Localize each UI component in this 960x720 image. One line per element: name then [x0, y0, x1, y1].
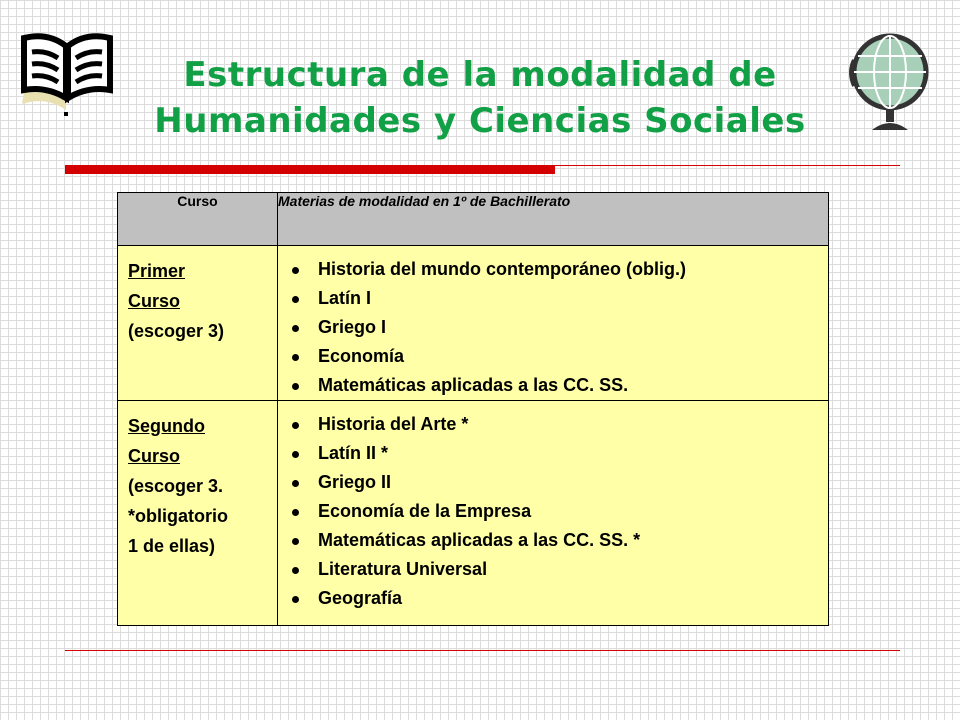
table-row [118, 246, 829, 401]
bullet-icon [292, 296, 299, 303]
bullet-icon [292, 596, 299, 603]
table-header-row [118, 193, 829, 246]
bullet-icon [292, 451, 299, 458]
subject-label: Latín II * [318, 443, 389, 463]
bullet-icon [292, 538, 299, 545]
bullet-icon [292, 567, 299, 574]
page-title [120, 52, 840, 144]
subject-list [278, 401, 828, 613]
course-cell [118, 401, 278, 626]
bullet-icon [292, 480, 299, 487]
title-underline-thick [65, 165, 555, 174]
bullet-icon [292, 267, 299, 274]
bullet-icon [292, 325, 299, 332]
list-item [278, 313, 828, 342]
page-title-line1: Estructura de la modalidad de [183, 55, 777, 95]
list-item [278, 371, 828, 400]
list-item [278, 497, 828, 526]
list-item [278, 584, 828, 613]
subject-label: Economía de la Empresa [318, 501, 532, 521]
bullet-icon [292, 509, 299, 516]
list-item [278, 526, 828, 555]
subject-label: Historia del mundo contemporáneo (oblig.) [318, 259, 687, 279]
globe-icon [846, 30, 936, 135]
subject-label: Griego I [318, 317, 387, 337]
subjects-cell [278, 246, 829, 401]
course-note: *obligatorio [128, 506, 228, 526]
book-icon [18, 30, 118, 120]
list-item [278, 468, 828, 497]
course-name-line: Curso [128, 291, 181, 311]
subject-label: Griego II [318, 472, 392, 492]
modalidad-table [117, 192, 829, 626]
bottom-divider [65, 650, 900, 651]
course-note: 1 de ellas) [128, 536, 216, 556]
course-note: (escoger 3) [128, 321, 225, 341]
subject-list [278, 246, 828, 400]
page-title-line2: Humanidades y Ciencias Sociales [154, 101, 806, 141]
list-item [278, 555, 828, 584]
subject-label: Matemáticas aplicadas a las CC. SS. [318, 375, 629, 395]
course-note: (escoger 3. [128, 476, 224, 496]
subject-label: Historia del Arte * [318, 414, 469, 434]
bullet-icon [292, 383, 299, 390]
table-row [118, 401, 829, 626]
header-curso: Curso [118, 193, 278, 246]
list-item [278, 439, 828, 468]
bullet-icon [292, 354, 299, 361]
subjects-cell [278, 401, 829, 626]
course-name-line: Curso [128, 446, 181, 466]
subject-label: Matemáticas aplicadas a las CC. SS. * [318, 530, 641, 550]
subject-label: Latín I [318, 288, 371, 308]
bullet-icon [292, 422, 299, 429]
subject-label: Economía [318, 346, 405, 366]
list-item [278, 410, 828, 439]
title-underline-thin [555, 165, 900, 166]
course-name-line: Segundo [128, 416, 205, 436]
list-item [278, 284, 828, 313]
course-cell [118, 246, 278, 401]
list-item [278, 342, 828, 371]
subject-label: Geografía [318, 588, 403, 608]
list-item [278, 255, 828, 284]
header-materias: Materias de modalidad en 1º de Bachillerato [278, 193, 829, 246]
subject-label: Literatura Universal [318, 559, 488, 579]
course-name-line: Primer [128, 261, 186, 281]
